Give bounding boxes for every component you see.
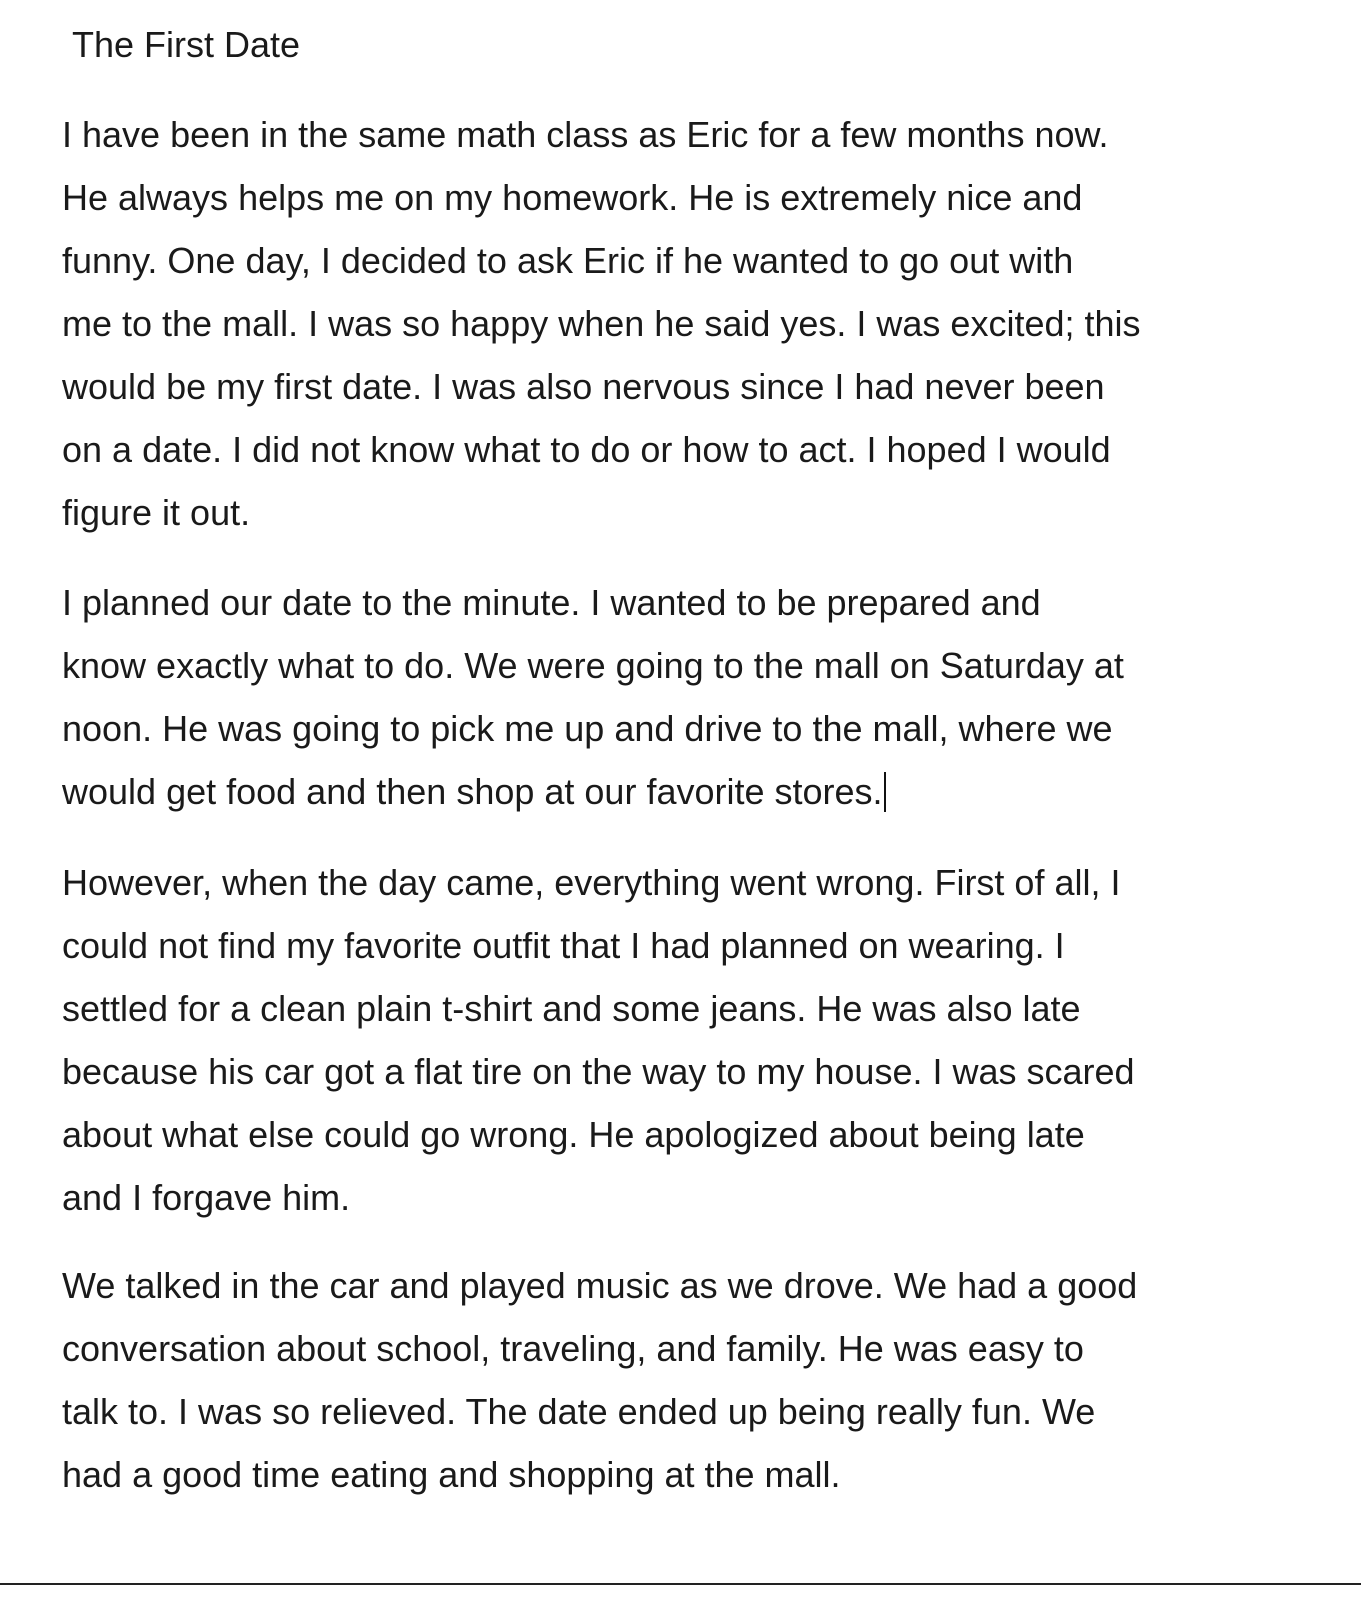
text-line: However, when the day came, everything went wrong. First of all, I (62, 862, 1121, 903)
text-line-with-cursor[interactable] (62, 760, 1302, 823)
text-line: would be my first date. I was also nervous since I had never been (62, 366, 1105, 407)
paragraph-3 (62, 851, 1302, 1229)
text-line: could not find my favorite outfit that I had planned on wearing. I (62, 925, 1065, 966)
document-title: The First Date (72, 24, 301, 65)
paragraph-1 (62, 103, 1302, 544)
text-line: settled for a clean plain t-shirt and some jeans. He was also late (62, 988, 1081, 1029)
text-line: We talked in the car and played music as we drove. We had a good (62, 1265, 1138, 1306)
text-line-content: would get food and then shop at our favorite stores. (62, 771, 883, 812)
page-bottom-divider (0, 1583, 1361, 1585)
text-line: I have been in the same math class as Eric for a few months now. (62, 114, 1109, 155)
text-line: noon. He was going to pick me up and drive to the mall, where we (62, 708, 1113, 749)
text-cursor (884, 772, 886, 812)
text-line: and I forgave him. (62, 1177, 351, 1218)
text-line: conversation about school, traveling, and family. He was easy to (62, 1328, 1084, 1369)
text-line: on a date. I did not know what to do or how to act. I hoped I would (62, 429, 1111, 470)
text-line: me to the mall. I was so happy when he said yes. I was excited; this (62, 303, 1141, 344)
text-line: I planned our date to the minute. I wanted to be prepared and (62, 582, 1041, 623)
text-line: because his car got a flat tire on the way to my house. I was scared (62, 1051, 1135, 1092)
text-line: had a good time eating and shopping at the mall. (62, 1454, 841, 1495)
text-line: talk to. I was so relieved. The date ended up being really fun. We (62, 1391, 1096, 1432)
paragraph-2 (62, 571, 1302, 823)
text-line: He always helps me on my homework. He is extremely nice and (62, 177, 1083, 218)
text-line: know exactly what to do. We were going to the mall on Saturday at (62, 645, 1124, 686)
text-line: about what else could go wrong. He apologized about being late (62, 1114, 1085, 1155)
text-line: funny. One day, I decided to ask Eric if he wanted to go out with (62, 240, 1074, 281)
paragraph-4 (62, 1254, 1302, 1506)
text-line: figure it out. (62, 492, 251, 533)
